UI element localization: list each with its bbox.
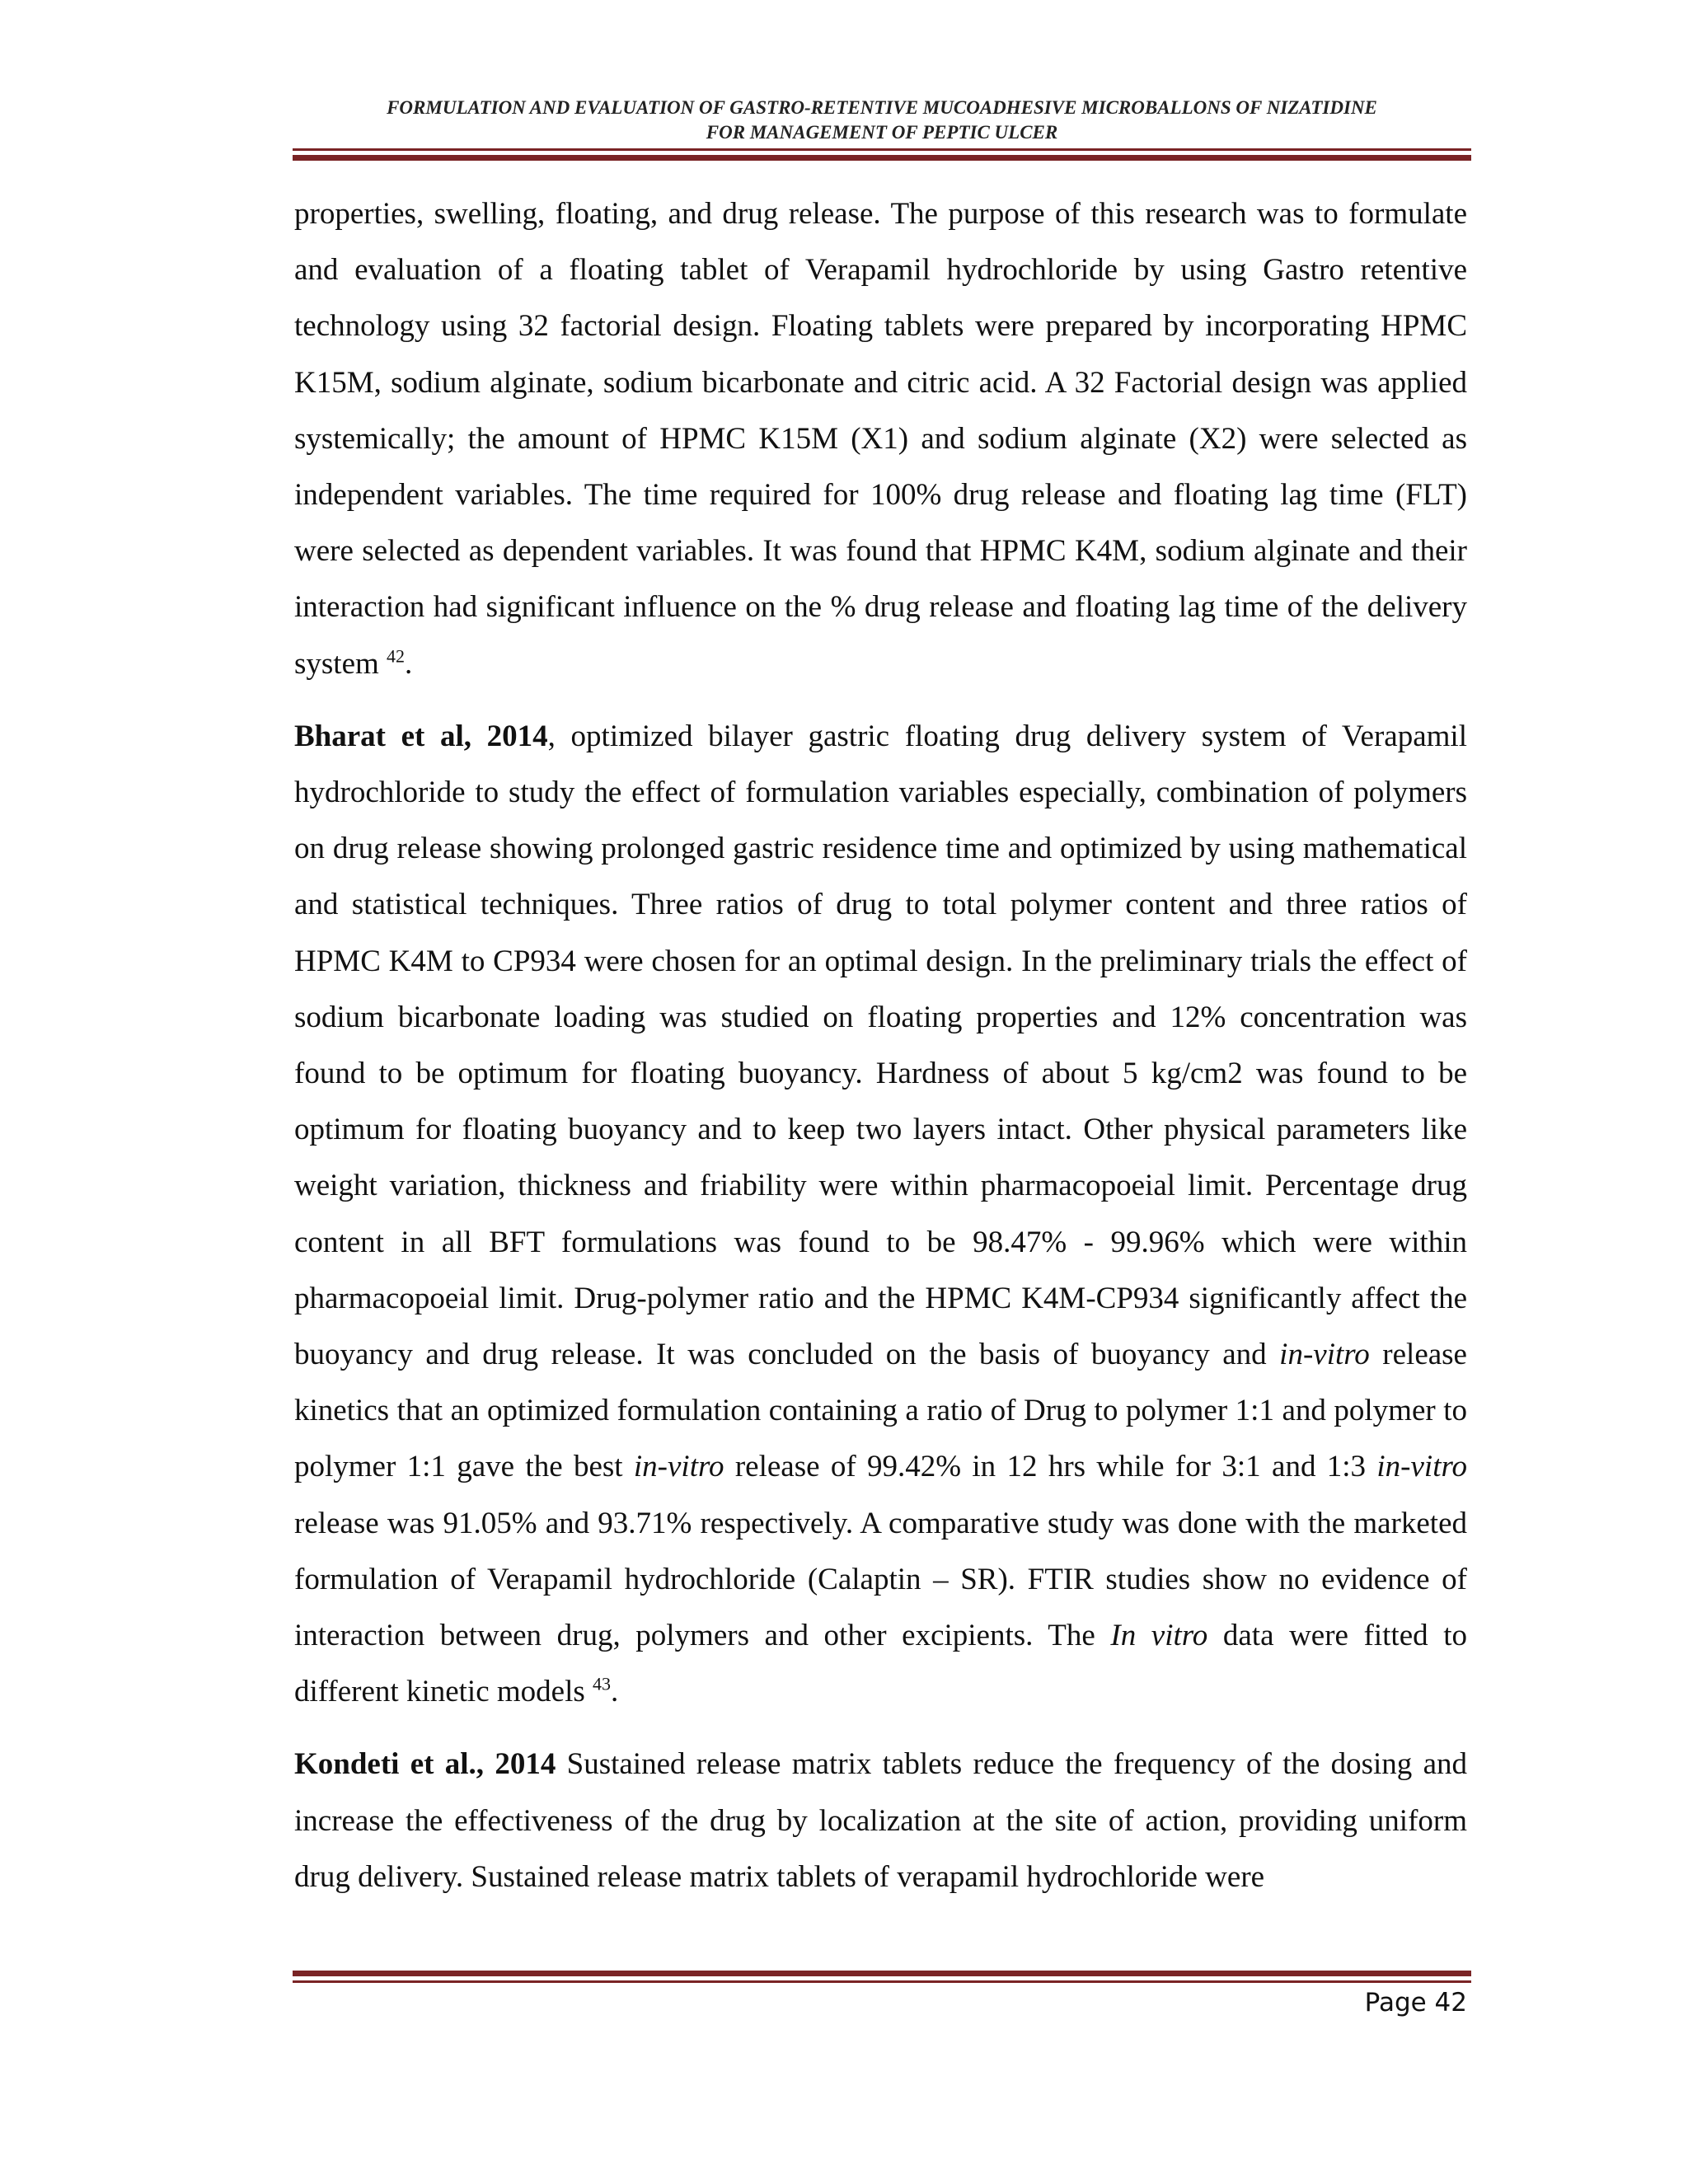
header-title-line-1: FORMULATION AND EVALUATION OF GASTRO-RETENTIVE MUCOADHESIVE MICROBALLONS OF NIZATIDINE [387,97,1377,118]
footer-rule-thick [293,1971,1471,1976]
paragraph-text: , optimized bilayer gastric floating drug delivery system of Verapamil hydrochloride to study the effect of formulation variables especially, combination of polymers on drug release showing prolonged gastric residence time and optimized by using mathematical and statistical techniques. Three ratios of drug to total polymer content and three ratios of HPMC K4M to CP934 were chosen for an optimal design. In the preliminary trials the effect of sodium bicarbonate loading was studied on floating properties and 12% concentration was found to be optimum for floating buoyancy. Hardness of about 5 kg/cm2 was found to be optimum for floating buoyancy and to keep two layers intact. Other physical parameters like weight variation, thickness and friability were within pharmacopoeial limit. Percentage drug content in all BFT formulations was found to be 98.47% - 99.96% which were within pharmacopoeial limit. Drug-polymer ratio and the HPMC K4M-CP934 significantly affect the buoyancy and drug release. It was concluded on the basis of buoyancy and [294,719,1467,1372]
running-header [293,96,1471,145]
header-rule-thick [293,155,1471,161]
italic-term: in-vitro [1279,1338,1370,1372]
header-rule-thin [293,148,1471,151]
page-number: Page 42 [1364,1988,1467,2018]
paragraph-text: release was 91.05% and 93.71% respectively. A comparative study was done with the marketed formulation of Verapamil hydrochloride (Calaptin – SR). FTIR studies show no evidence of interaction between drug, polymers and other excipients. The [294,1506,1467,1653]
author-citation: Kondeti et al., 2014 [294,1747,556,1782]
paragraph-text: Sustained release matrix tablets reduce the frequency of the dosing and increase the effectiveness of the drug by localization at the site of action, providing uniform drug delivery. Sustained release matrix tablets of verapamil hydrochloride were [294,1747,1468,1894]
citation-ref: 42 [387,645,406,667]
paragraph-kondeti-2014 [294,1736,1467,1905]
paragraph-end: . [405,646,413,681]
paragraph-bharat-2014 [294,709,1467,1721]
paragraph-verapamil-floating-tablet [294,186,1467,692]
italic-term: in-vitro [1376,1450,1467,1484]
italic-term: In vitro [1110,1619,1208,1653]
paragraph-text: properties, swelling, floating, and drug release. The purpose of this research was to formulate and evaluation of a floating tablet of Verapamil hydrochloride by using Gastro retentive technology using 32 factorial design. Floating tablets were prepared by incorporating HPMC K15M, sodium alginate, sodium bicarbonate and citric acid. A 32 Factorial design was applied systemically; the amount of HPMC K15M (X1) and sodium alginate (X2) were selected as independent variables. The time required for 100% drug release and floating lag time (FLT) were selected as dependent variables. It was found that HPMC K4M, sodium alginate and their interaction had significant influence on the % drug release and floating lag time of the delivery system [294,197,1467,681]
body-text [294,186,1467,1922]
paragraph-text: release of 99.42% in 12 hrs while for 3:1 and 1:3 [724,1450,1377,1484]
author-citation: Bharat et al, 2014 [294,719,548,753]
header-title-line-2: FOR MANAGEMENT OF PEPTIC ULCER [706,122,1058,143]
italic-term: in-vitro [633,1450,724,1484]
footer-rule-thin [293,1980,1471,1983]
paragraph-end: . [611,1675,619,1709]
paragraph-text: release kinetics that an optimized formulation containing a ratio of Drug to polymer 1:1 and polymer to polymer 1:1 gave the best [294,1338,1467,1484]
paragraph-text: data were fitted to different kinetic models [294,1619,1467,1709]
citation-ref: 43 [593,1673,612,1694]
